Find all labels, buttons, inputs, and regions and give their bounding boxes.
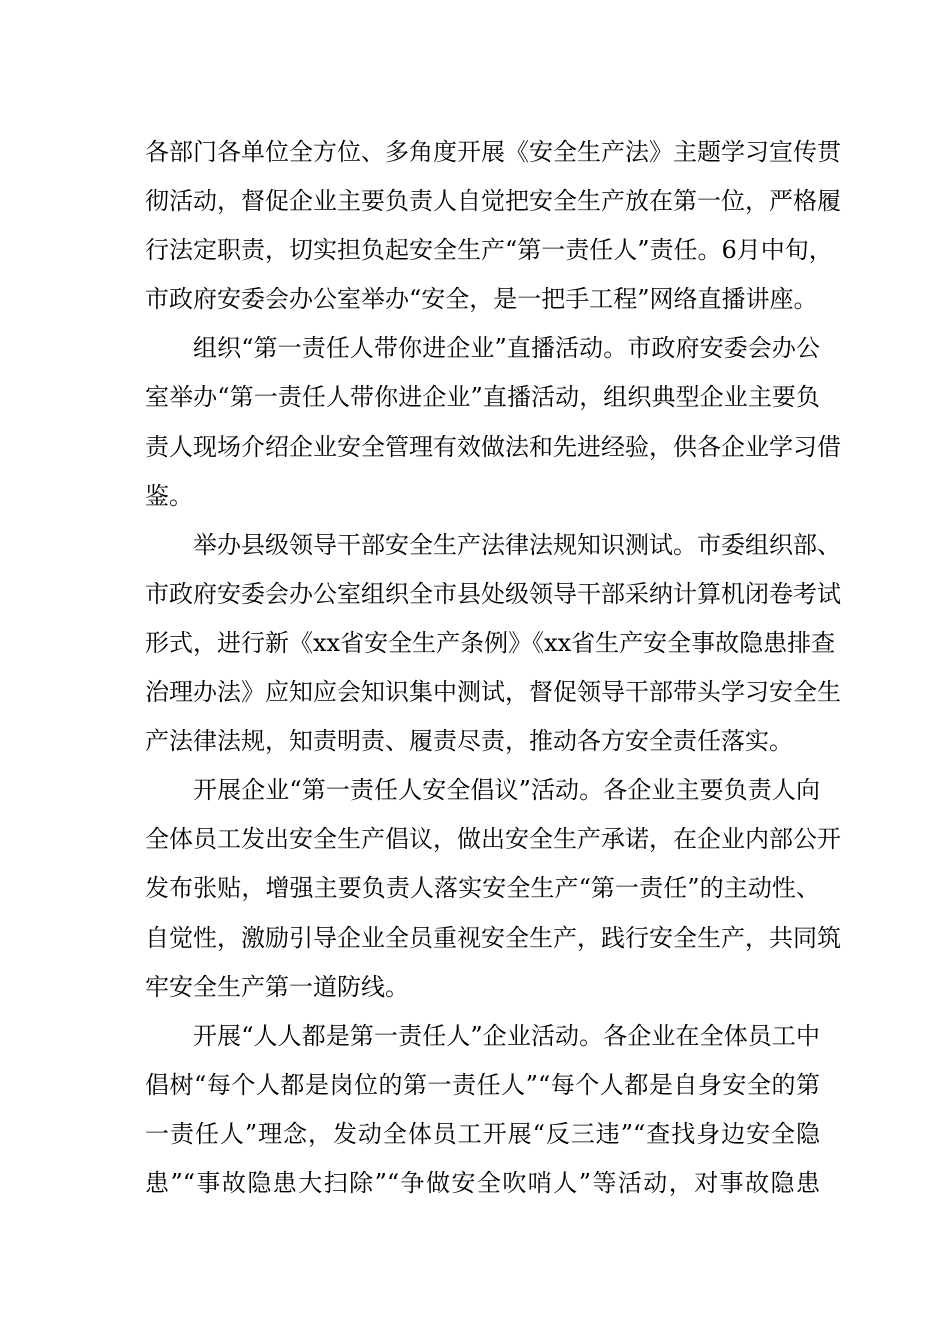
text-line: 自觉性，激励引导企业全员重视安全生产，践行安全生产，共同筑 (145, 923, 841, 952)
document-page (145, 128, 841, 1208)
text-line: 室举办“第一责任人带你进企业”直播活动，组织典型企业主要负 (145, 383, 820, 412)
text-line: 牢安全生产第一道防线。 (145, 972, 409, 1001)
paragraph-first-line: 组织“第一责任人带你进企业”直播活动。市政府安委会办公 (193, 334, 820, 363)
text-line: 倡树“每个人都是岗位的第一责任人”“每个人都是自身安全的第 (145, 1070, 820, 1099)
text-line: 彻活动，督促企业主要负责人自觉把安全生产放在第一位，严格履 (145, 187, 841, 216)
text-line: 市政府安委会办公室举办“安全，是一把手工程”网络直播讲座。 (145, 285, 818, 314)
text-line: 形式，进行新《xx省安全生产条例》《xx省生产安全事故隐患排查 (145, 628, 836, 657)
text-line: 全体员工发出安全生产倡议，做出安全生产承诺，在企业内部公开 (145, 825, 841, 854)
text-line: 一责任人”理念，发动全体员工开展“反三违”“查找身边安全隐 (145, 1119, 820, 1148)
paragraph-first-line: 举办县级领导干部安全生产法律法规知识测试。市委组织部、 (193, 530, 841, 559)
text-line: 产法律法规，知责明责、履责尽责，推动各方安全责任落实。 (145, 727, 793, 756)
paragraph-first-line: 开展“人人都是第一责任人”企业活动。各企业在全体员工中 (193, 1021, 820, 1050)
text-line: 各部门各单位全方位、多角度开展《安全生产法》主题学习宣传贯 (145, 138, 841, 166)
text-line: 行法定职责，切实担负起安全生产“第一责任人”责任。6月中旬， (145, 236, 833, 265)
text-line: 市政府安委会办公室组织全市县处级领导干部采纳计算机闭卷考试 (145, 579, 841, 608)
text-line: 治理办法》应知应会知识集中测试，督促领导干部带头学习安全生 (145, 678, 841, 707)
text-line: 发布张贴，增强主要负责人落实安全生产“第一责任”的主动性、 (145, 874, 820, 903)
text-line: 责人现场介绍企业安全管理有效做法和先进经验，供各企业学习借 (145, 432, 841, 461)
paragraph-first-line: 开展企业“第一责任人安全倡议”活动。各企业主要负责人向 (193, 776, 820, 805)
text-line: 鉴。 (145, 481, 193, 510)
text-line: 患”“事故隐患大扫除”“争做安全吹哨人”等活动，对事故隐患 (145, 1168, 820, 1197)
